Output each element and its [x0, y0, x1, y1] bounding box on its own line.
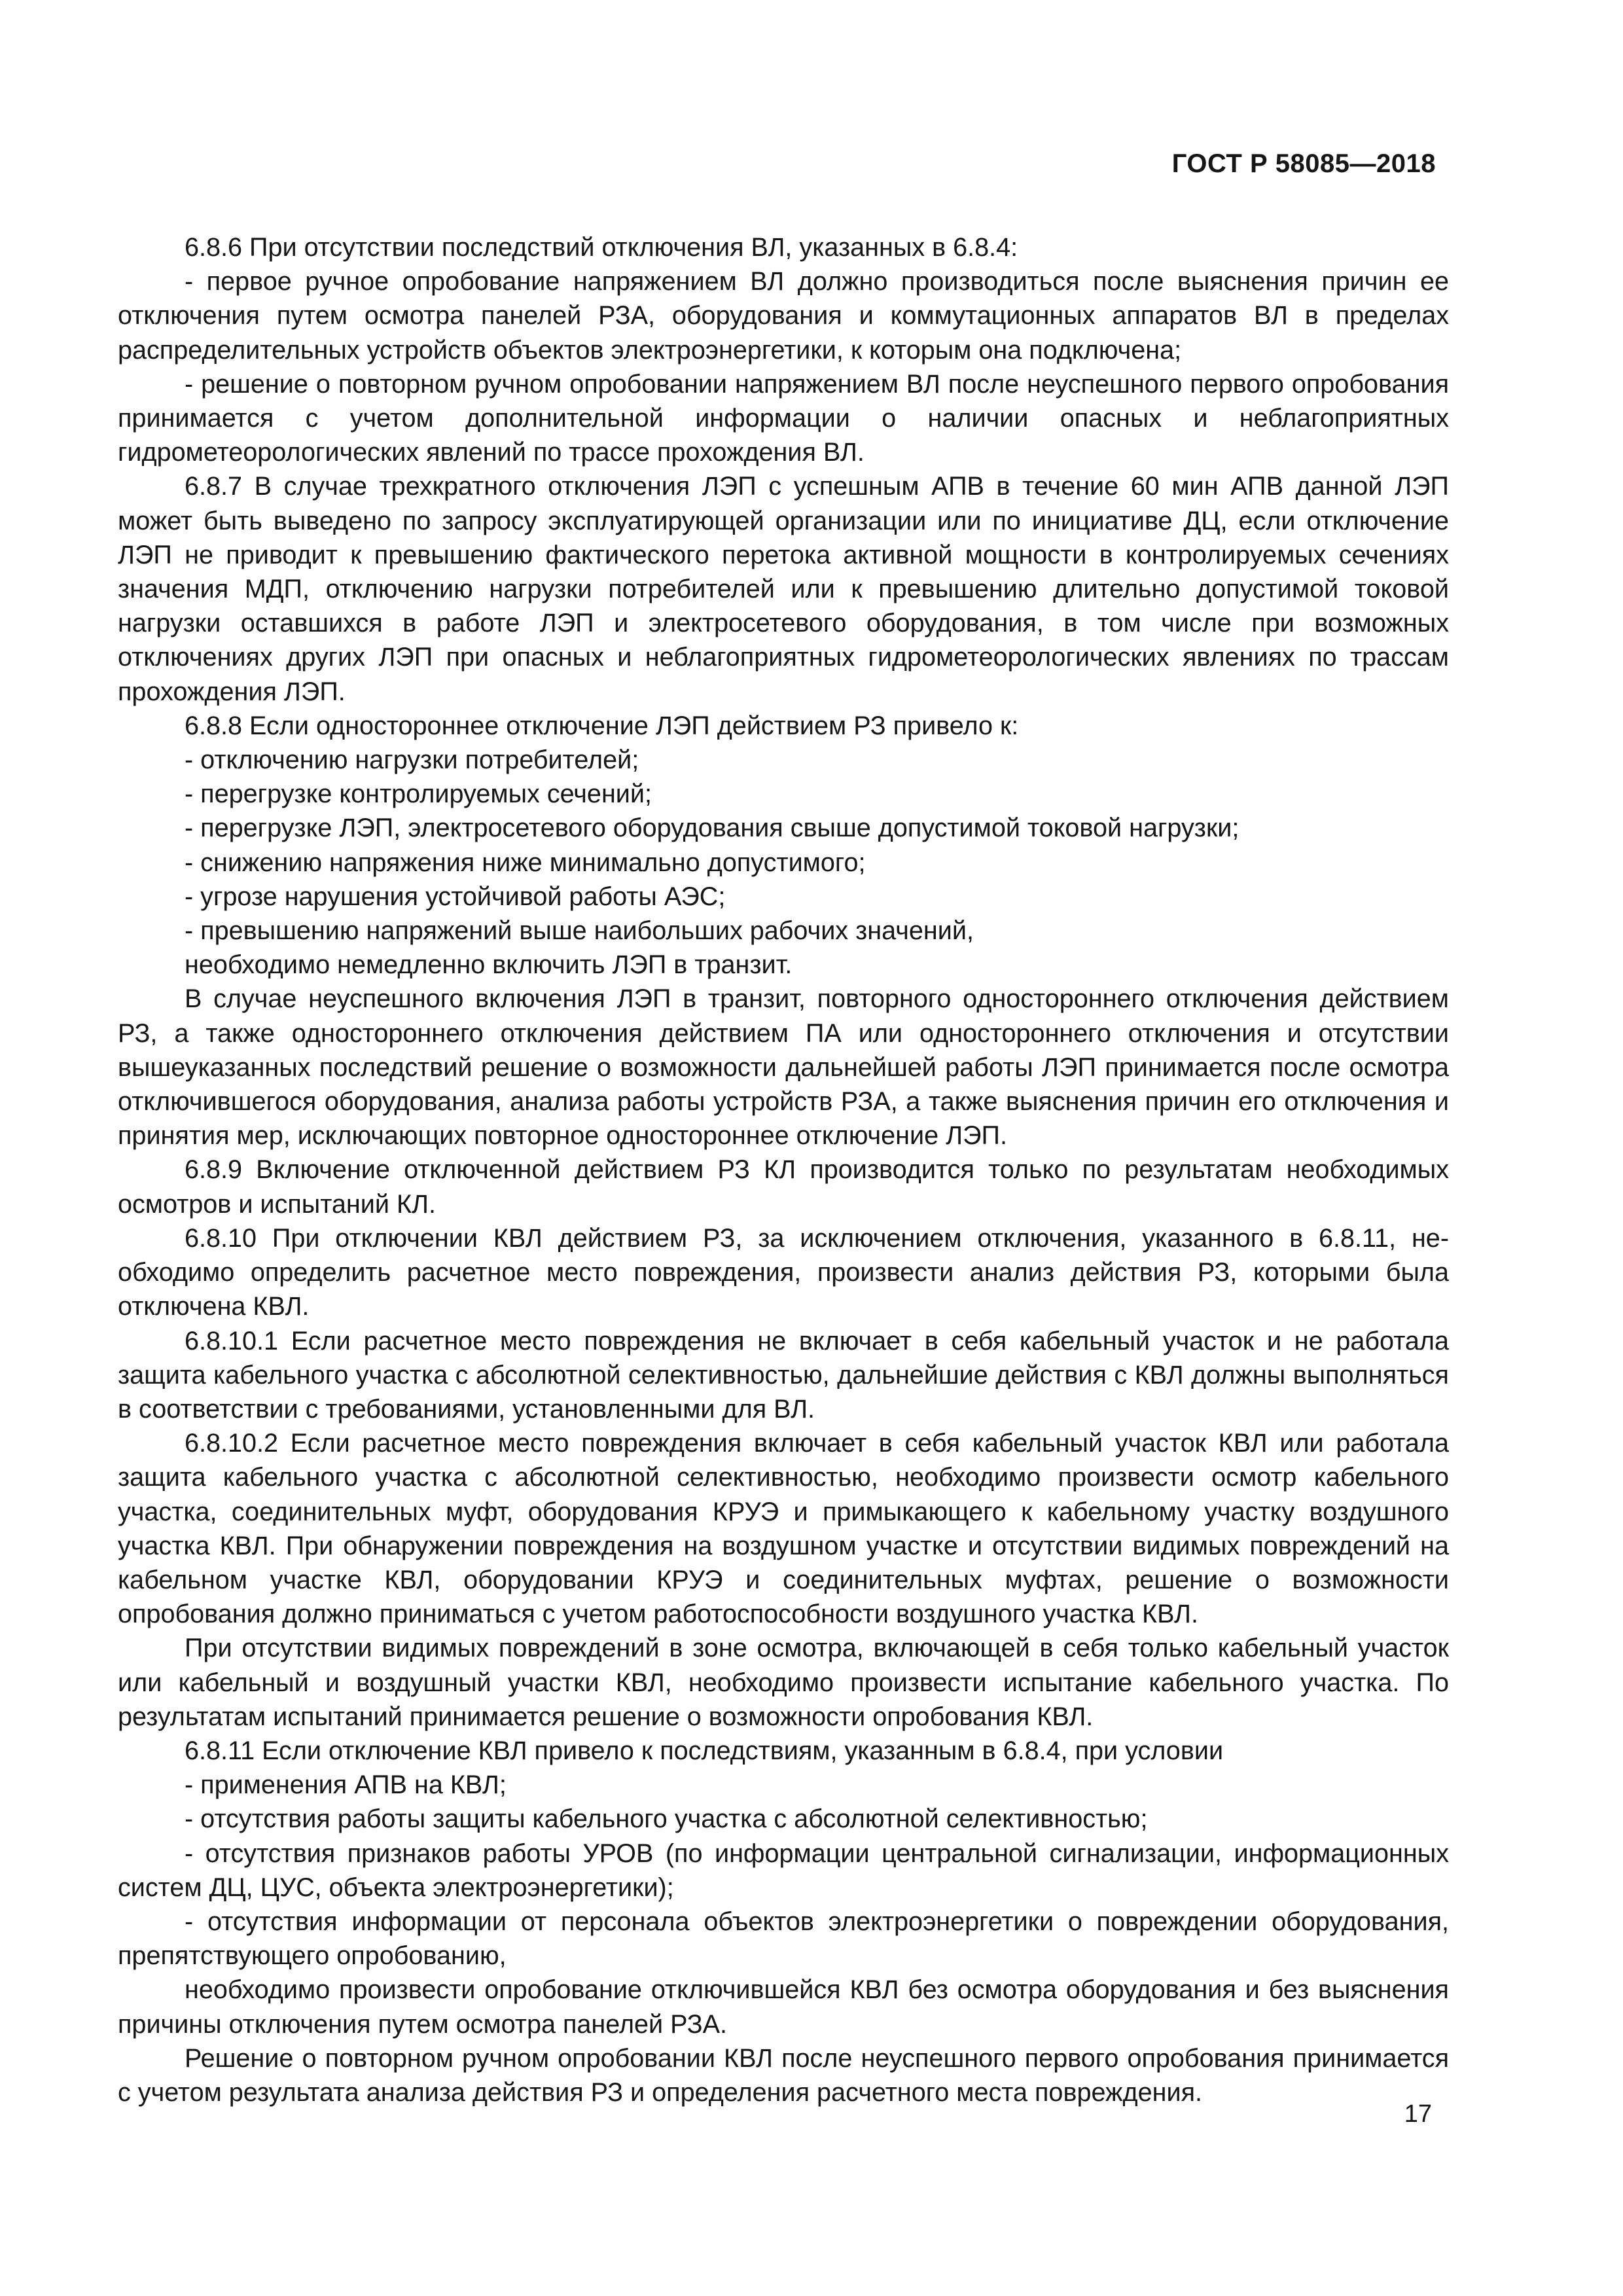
paragraph-6-8-10: 6.8.10 При отключении КВЛ действием РЗ, за исключением отключения, указанного в 6.8.11, необходимо определить расчетное место повреждения, произвести анализ действия РЗ, которыми была отключена КВЛ.: [118, 1223, 1449, 1321]
list-item: - перегрузке ЛЭП, электросетевого оборудования свыше допустимой токовой нагрузки;: [185, 814, 1240, 843]
page-number: 17: [1404, 2100, 1432, 2128]
paragraph-text: В случае неуспешного включения ЛЭП в транзит, повторного одностороннего отключения действием РЗ, а также одностороннего отключения действием ПА или одностороннего отключения и отсутствии вышеуказанных последствий решение о возможности дальнейшей работы ЛЭП принимается после осмотра отключившегося оборудования, анализа работы устройств РЗА, а также выяснения причин его отключения и принятия мер, исключающих повторное одностороннее отключение ЛЭП.: [118, 984, 1449, 1151]
list-item: - применения АПВ на КВЛ;: [185, 1770, 507, 1800]
paragraph-6-8-11: 6.8.11 Если отключение КВЛ привело к последствиям, указанным в 6.8.4, при условии: [185, 1736, 1224, 1765]
paragraph-6-8-10-2: 6.8.10.2 Если расчетное место повреждения включает в себя кабельный участок КВЛ или работала защита кабельного участка с абсолютной селективностью, необходимо произвести осмотр кабельного участка, соединительных муфт, оборудования КРУЭ и примыкающего к кабельному участку воздушного участка КВЛ. При обнаружении повреждения на воздушном участке и отсутствии видимых повреждений на кабельном участке КВЛ, оборудовании КРУЭ и соединительных муфтах, решение о возможности опробования должно приниматься с учетом работоспособности воздушного участка КВЛ.: [118, 1429, 1449, 1629]
list-item: - первое ручное опробование напряжением ВЛ должно производиться после выяснения причин ее отключения путем осмотра панелей РЗА, оборудования и коммутационных аппаратов ВЛ в пределах распределительных устройств объектов электроэнергетики, к которым она подключена;: [118, 267, 1449, 365]
paragraph-6-8-8: 6.8.8 Если одностороннее отключение ЛЭП действием РЗ привело к:: [185, 711, 1019, 740]
paragraph-text: необходимо произвести опробование отключившейся КВЛ без осмотра оборудования и без выяснения причины отключения путем осмотра панелей РЗА.: [118, 1975, 1449, 2039]
list-item: - угрозе нарушения устойчивой работы АЭС;: [185, 882, 726, 911]
list-item: - превышению напряжений выше наибольших рабочих значений,: [185, 916, 974, 946]
list-item: - решение о повторном ручном опробовании напряжением ВЛ после неуспешного первого опробования принимается с учетом дополнительной информации о наличии опасных и неблагоприятных гидрометеорологических явлений по трассе прохождения ВЛ.: [118, 369, 1449, 467]
document-header: ГОСТ Р 58085—2018: [1171, 149, 1436, 178]
list-item: - отсутствия работы защиты кабельного участка с абсолютной селективностью;: [185, 1804, 1148, 1834]
paragraph-6-8-7: 6.8.7 В случае трехкратного отключения ЛЭП с успешным АПВ в течение 60 мин АПВ данной ЛЭП может быть выведено по запросу эксплуатирующей организации или по инициативе ДЦ, если отключение ЛЭП не приводит к превышению фактического перетока активной мощности в контролируемых сечениях значения МДП, отключению нагрузки потребителей или к превышению длительно допустимой токовой нагрузки оставшихся в работе ЛЭП и электросетевого оборудования, в том числе при возможных отключениях других ЛЭП при опасных и неблагоприятных гидрометеорологических явлениях по трассам прохождения ЛЭП.: [118, 472, 1449, 706]
list-item: - снижению напряжения ниже минимально допустимого;: [185, 848, 866, 877]
paragraph-text: Решение о повторном ручном опробовании КВЛ после неуспешного первого опробования принимается с учетом результата анализа действия РЗ и определения расчетного места повреждения.: [118, 2043, 1449, 2107]
paragraph-6-8-6: 6.8.6 При отсутствии последствий отключения ВЛ, указанных в 6.8.4:: [185, 233, 1018, 262]
list-item: - перегрузке контролируемых сечений;: [185, 780, 652, 809]
paragraph-6-8-10-1: 6.8.10.1 Если расчетное место повреждения не включает в себя кабельный участок и не работала защита кабельного участка с абсолютной селективностью, дальнейшие действия с КВЛ должны выполняться в соответствии с требованиями, установленными для ВЛ.: [118, 1326, 1449, 1424]
list-item: - отсутствия информации от персонала объектов электроэнергетики о повреждении оборудования, препятствующего опробованию,: [118, 1907, 1449, 1971]
paragraph-text: необходимо немедленно включить ЛЭП в транзит.: [185, 950, 793, 980]
list-item: - отключению нагрузки потребителей;: [185, 745, 639, 775]
document-body: [118, 230, 1449, 2109]
paragraph-6-8-9: 6.8.9 Включение отключенной действием РЗ КЛ производится только по результатам необходимых осмотров и испытаний КЛ.: [118, 1155, 1449, 1219]
list-item: - отсутствия признаков работы УРОВ (по информации центральной сигнализации, информационных систем ДЦ, ЦУС, объекта электроэнергетики);: [118, 1839, 1449, 1902]
paragraph-text: При отсутствии видимых повреждений в зоне осмотра, включающей в себя только кабельный участок или кабельный и воздушный участки КВЛ, необходимо произвести испытание кабельного участка. По результатам испытаний принимается решение о возможности опробования КВЛ.: [118, 1634, 1449, 1731]
